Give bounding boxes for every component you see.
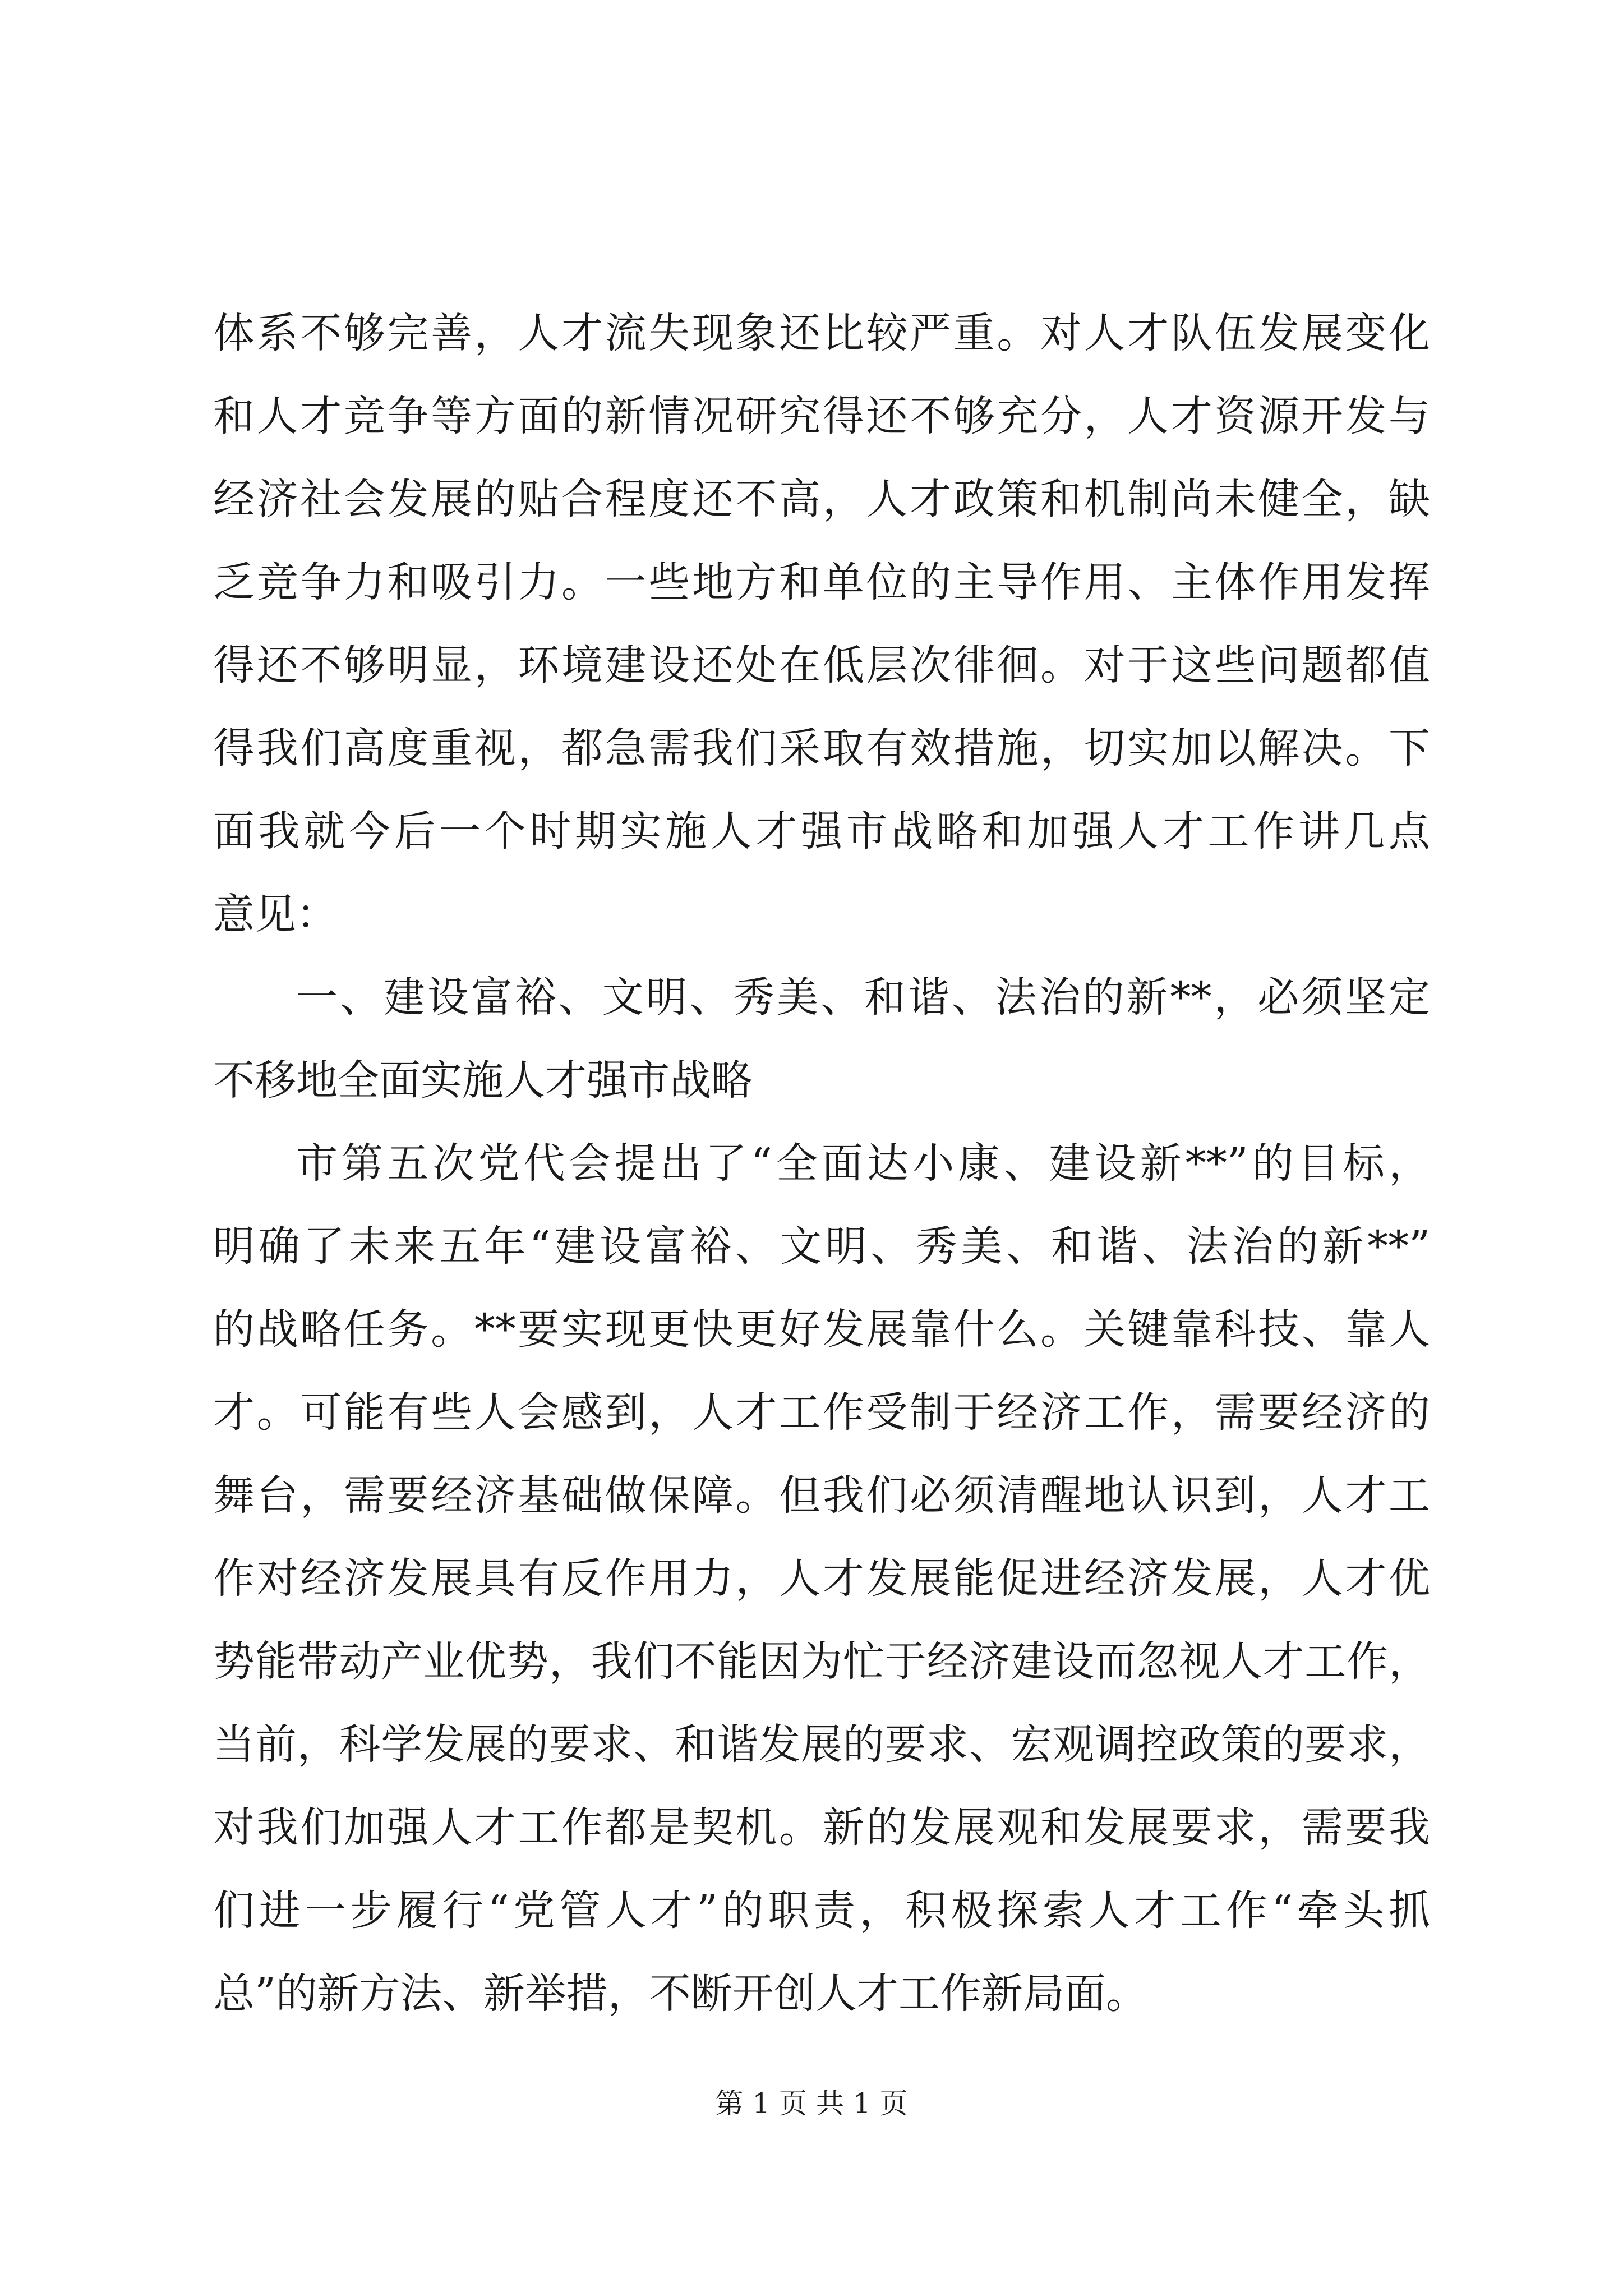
page-footer: 第 1 页 共 1 页: [715, 2087, 908, 2120]
section-heading: [213, 956, 1430, 1122]
text-line: 和人才竞争等方面的新情况研究得还不够充分，人才资源开发与: [213, 392, 1430, 440]
paragraph: [213, 1122, 1430, 2035]
text-line: 当前，科学发展的要求、和谐发展的要求、宏观调控政策的要求，: [213, 1720, 1430, 1769]
text-line: 总”的新方法、新举措，不断开创人才工作新局面。: [213, 1970, 1147, 2018]
text-line: 对我们加强人才工作都是契机。新的发展观和发展要求，需要我: [213, 1803, 1430, 1852]
text-line: 意见：: [213, 890, 338, 938]
text-line: 的战略任务。**要实现更快更好发展靠什么。关键靠科技、靠人: [213, 1305, 1430, 1354]
paragraph-continuation: [213, 292, 1430, 956]
text-line: 体系不够完善，人才流失现象还比较严重。对人才队伍发展变化: [213, 309, 1430, 357]
body-text: [213, 292, 1430, 2035]
text-line: 明确了未来五年“建设富裕、文明、秀美、和谐、法治的新**”: [213, 1222, 1430, 1271]
text-line: 们进一步履行“党管人才”的职责，积极探索人才工作“牵头抓: [213, 1887, 1430, 1935]
text-line: 经济社会发展的贴合程度还不高，人才政策和机制尚未健全，缺: [213, 475, 1430, 523]
text-line: 才。可能有些人会感到，人才工作受制于经济工作，需要经济的: [213, 1388, 1430, 1437]
text-line: 舞台，需要经济基础做保障。但我们必须清醒地认识到，人才工: [213, 1471, 1430, 1520]
text-line: 得我们高度重视，都急需我们采取有效措施，切实加以解决。下: [213, 724, 1430, 772]
text-line: 得还不够明显，环境建设还处在低层次徘徊。对于这些问题都值: [213, 641, 1430, 689]
heading-line: 不移地全面实施人才强市战略: [213, 1056, 753, 1105]
text-line: 乏竞争力和吸引力。一些地方和单位的主导作用、主体作用发挥: [213, 558, 1430, 606]
text-line: 市第五次党代会提出了“全面达小康、建设新**”的目标，: [296, 1139, 1430, 1188]
text-line: 势能带动产业优势，我们不能因为忙于经济建设而忽视人才工作，: [213, 1637, 1430, 1686]
text-line: 作对经济发展具有反作用力，人才发展能促进经济发展，人才优: [213, 1554, 1430, 1603]
heading-line: 一、建设富裕、文明、秀美、和谐、法治的新**，必须坚定: [296, 973, 1430, 1022]
text-line: 面我就今后一个时期实施人才强市战略和加强人才工作讲几点: [213, 807, 1430, 855]
